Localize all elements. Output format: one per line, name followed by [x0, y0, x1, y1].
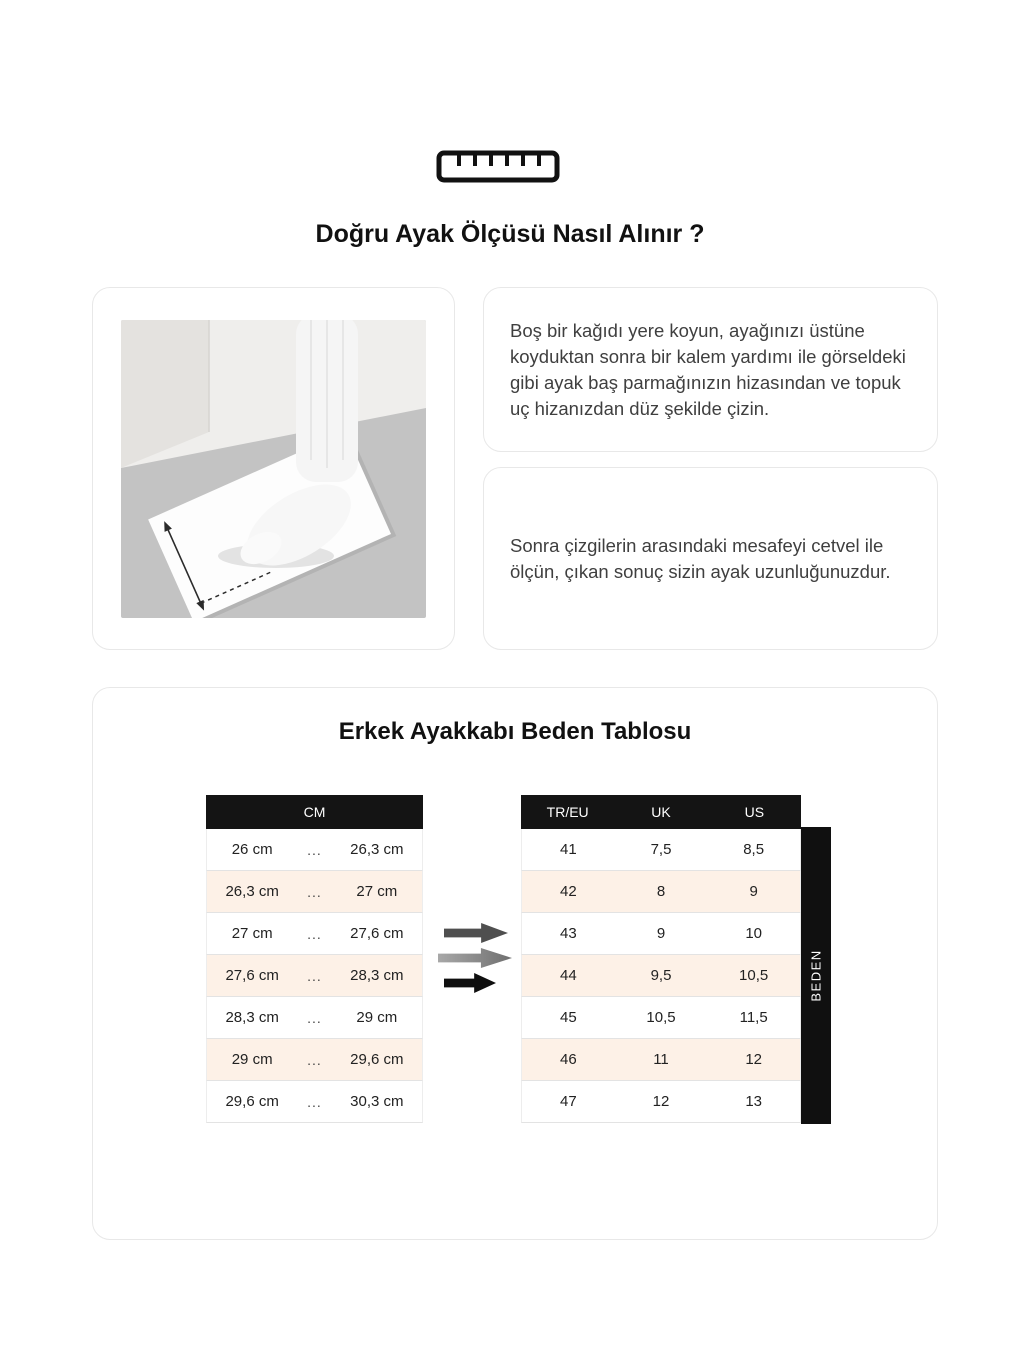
conversion-arrows-icon — [438, 923, 512, 993]
table-row — [521, 871, 801, 913]
cm-to: 29,6 cm — [350, 1051, 404, 1068]
cm-from: 27,6 cm — [225, 967, 279, 984]
table-row — [521, 1081, 801, 1123]
table-row — [521, 955, 801, 997]
table-row — [206, 997, 423, 1039]
cm-from: 29,6 cm — [225, 1093, 279, 1110]
size-uk: 7,5 — [650, 841, 672, 858]
arrow-right-icon — [438, 948, 512, 968]
table-row — [206, 829, 423, 871]
cm-sep: ... — [307, 967, 322, 984]
size-us: 11,5 — [739, 1009, 768, 1026]
table-row — [521, 829, 801, 871]
header-us: US — [744, 804, 765, 820]
size-tr-eu: 43 — [559, 925, 577, 942]
arrow-right-icon — [444, 973, 496, 993]
instruction-step2-text: Sonra çizgilerin arasındaki mesafeyi cetvel ile ölçün, çıkan sonuç sizin ayak uzunluğunuzdur. — [510, 534, 891, 582]
cm-from: 28,3 cm — [225, 1009, 279, 1026]
table-row — [521, 997, 801, 1039]
size-uk: 10,5 — [646, 1009, 676, 1026]
size-tr-eu: 47 — [559, 1093, 577, 1110]
cm-to: 27,6 cm — [350, 925, 404, 942]
beden-label: BEDEN — [808, 949, 824, 1002]
header-tr-eu: TR/EU — [546, 804, 589, 820]
table-row — [206, 955, 423, 997]
foot-on-paper-illustration — [121, 320, 426, 618]
size-uk: 9,5 — [650, 967, 672, 984]
cm-to: 27 cm — [356, 883, 398, 900]
size-uk: 11 — [653, 1051, 669, 1068]
cm-table — [206, 795, 423, 1123]
foot-measure-photo — [121, 320, 426, 618]
page-title: Doğru Ayak Ölçüsü Nasıl Alınır ? — [315, 220, 705, 248]
cm-sep: ... — [307, 883, 322, 900]
size-table-card — [92, 687, 938, 1240]
size-us: 10 — [745, 925, 762, 942]
size-uk: 12 — [652, 1093, 670, 1110]
size-table-header — [521, 795, 801, 829]
table-row — [206, 1081, 423, 1123]
size-us: 10,5 — [739, 967, 769, 984]
cm-to: 29 cm — [356, 1009, 398, 1026]
size-tr-eu: 45 — [559, 1009, 577, 1026]
size-us: 9 — [749, 883, 758, 900]
cm-sep: ... — [307, 925, 322, 942]
size-tr-eu: 42 — [559, 883, 577, 900]
header-uk: UK — [651, 804, 671, 820]
cm-table-header — [206, 795, 423, 829]
cm-to: 26,3 cm — [350, 841, 404, 858]
size-us: 12 — [745, 1051, 762, 1068]
size-table — [521, 795, 801, 1123]
cm-header-label: CM — [303, 804, 326, 820]
cm-from: 26,3 cm — [225, 883, 279, 900]
size-us: 13 — [745, 1093, 762, 1110]
cm-from: 26 cm — [231, 841, 273, 858]
table-row — [206, 913, 423, 955]
instruction-step1-card — [483, 287, 938, 452]
cm-from: 29 cm — [231, 1051, 273, 1068]
cm-sep: ... — [307, 841, 322, 858]
size-table-title: Erkek Ayakkabı Beden Tablosu — [338, 718, 692, 745]
table-row — [521, 913, 801, 955]
size-tr-eu: 44 — [559, 967, 577, 984]
cm-sep: ... — [307, 1093, 322, 1110]
table-row — [521, 1039, 801, 1081]
beden-side-bar — [801, 827, 831, 1124]
size-tr-eu: 46 — [559, 1051, 577, 1068]
size-us: 8,5 — [743, 841, 765, 858]
foot-measure-image-card — [92, 287, 455, 650]
cm-from: 27 cm — [231, 925, 273, 942]
instruction-step1-text: Boş bir kağıdı yere koyun, ayağınızı üstüne koyduktan sonra bir kalem yardımı ile görseldeki gibi ayak baş parmağınızın hizasından ve topuk uç hizanızdan düz şekilde çizin. — [510, 319, 906, 419]
table-row — [206, 1039, 423, 1081]
size-tr-eu: 41 — [559, 841, 577, 858]
ruler-icon — [435, 146, 561, 186]
arrow-right-icon — [444, 923, 508, 943]
cm-to: 30,3 cm — [350, 1093, 404, 1110]
instruction-step2-card — [483, 467, 938, 650]
cm-sep: ... — [307, 1009, 322, 1026]
cm-to: 28,3 cm — [350, 967, 404, 984]
size-uk: 9 — [656, 925, 666, 942]
table-row — [206, 871, 423, 913]
size-uk: 8 — [656, 883, 666, 900]
cm-sep: ... — [307, 1051, 322, 1068]
